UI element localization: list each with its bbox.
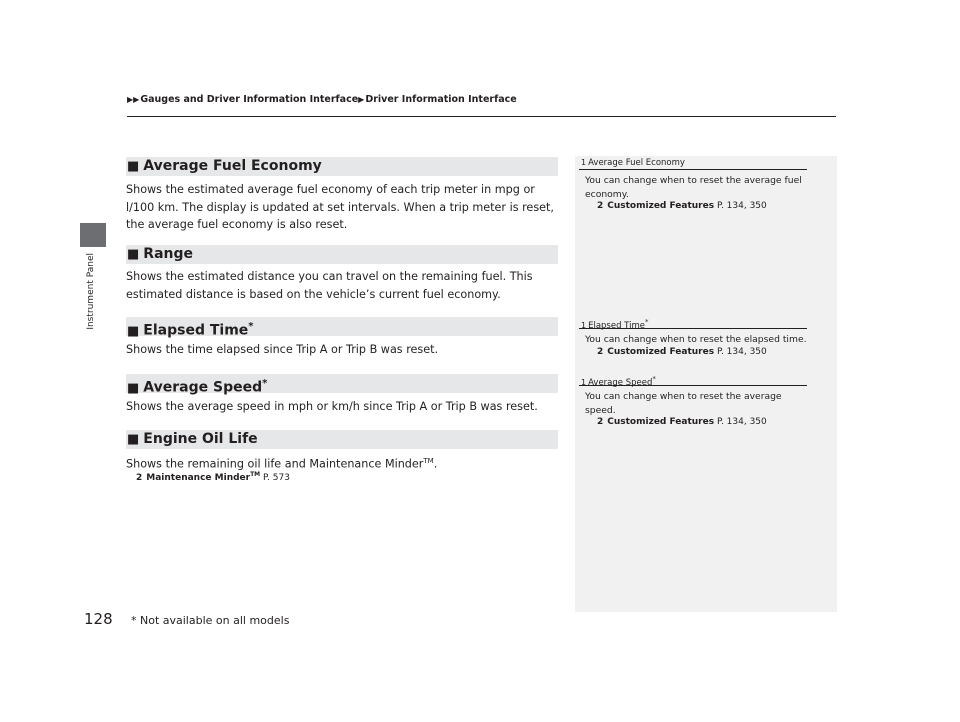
section-heading-range: ■ Range [126, 245, 558, 264]
breadcrumb-triangle-icon: ▶ [358, 95, 365, 104]
breadcrumb-triangle-icon: ▶▶ [127, 95, 140, 104]
cross-reference-arrow-icon: 2 [597, 201, 604, 211]
section-heading-average-speed: ■ Average Speed* [126, 374, 558, 393]
square-bullet-icon: ■ [127, 432, 140, 447]
section-body-average-fuel-economy: Shows the estimated average fuel economy of each trip meter in mpg or l/100 km. The display is updated at set intervals. When a trip meter is reset, the average fuel economy is also reset. [126, 183, 554, 231]
chapter-tab-marker [80, 223, 106, 247]
section-heading-elapsed-time: ■ Elapsed Time* [126, 317, 558, 336]
cross-reference-customized-features[interactable]: 2 Customized Features P. 134, 350 [597, 417, 767, 427]
cross-reference-arrow-icon: 2 [136, 473, 143, 483]
square-bullet-icon: ■ [127, 380, 140, 396]
cross-reference-maintenance-minder[interactable]: 2 Maintenance Minder™ P. 573 [136, 471, 290, 483]
section-body-range: Shows the estimated distance you can travel on the remaining fuel. This estimated distance is based on the vehicle’s current fuel economy. [126, 270, 533, 301]
square-bullet-icon: ■ [127, 247, 140, 262]
section-body-elapsed-time: Shows the time elapsed since Trip A or Trip B was reset. [126, 343, 439, 356]
square-bullet-icon: ■ [127, 159, 140, 174]
cross-reference-arrow-icon: 2 [597, 417, 604, 427]
breadcrumb-link-gauges[interactable]: Gauges and Driver Information Interface [140, 94, 359, 105]
section-heading-engine-oil-life: ■ Engine Oil Life [126, 430, 558, 449]
sidebar-note-elapsed-time: 1 Elapsed Time* You can change when to reset the elapsed time. 2 Customized Features P. 134, 350 [575, 316, 837, 357]
availability-marker: * [262, 378, 268, 389]
breadcrumb [127, 94, 517, 105]
sidebar-note-average-fuel-economy: 1 Average Fuel Economy You can change when to reset the average fuel economy. 2 Customized Features P. 134, 350 [575, 157, 837, 211]
chapter-side-label: Instrument Panel [86, 253, 96, 330]
breadcrumb-link-dii[interactable]: Driver Information Interface [365, 94, 517, 105]
footnote: * Not available on all models [131, 614, 290, 627]
cross-reference-customized-features[interactable]: 2 Customized Features P. 134, 350 [597, 201, 767, 211]
page-number: 128 [84, 610, 113, 628]
cross-reference-customized-features[interactable]: 2 Customized Features P. 134, 350 [597, 346, 767, 357]
section-heading-average-fuel-economy: ■ Average Fuel Economy [126, 157, 558, 176]
cross-reference-arrow-icon: 2 [597, 346, 604, 357]
header-rule [127, 116, 836, 117]
availability-marker: * [248, 321, 254, 332]
section-body-engine-oil-life: Shows the remaining oil life and Maintenance Minder™. [126, 457, 438, 471]
sidebar-note-average-speed: 1 Average Speed* You can change when to reset the average speed. 2 Customized Features P. 134, 350 [575, 373, 837, 427]
section-body-average-speed: Shows the average speed in mph or km/h since Trip A or Trip B was reset. [126, 400, 538, 413]
square-bullet-icon: ■ [127, 323, 140, 339]
